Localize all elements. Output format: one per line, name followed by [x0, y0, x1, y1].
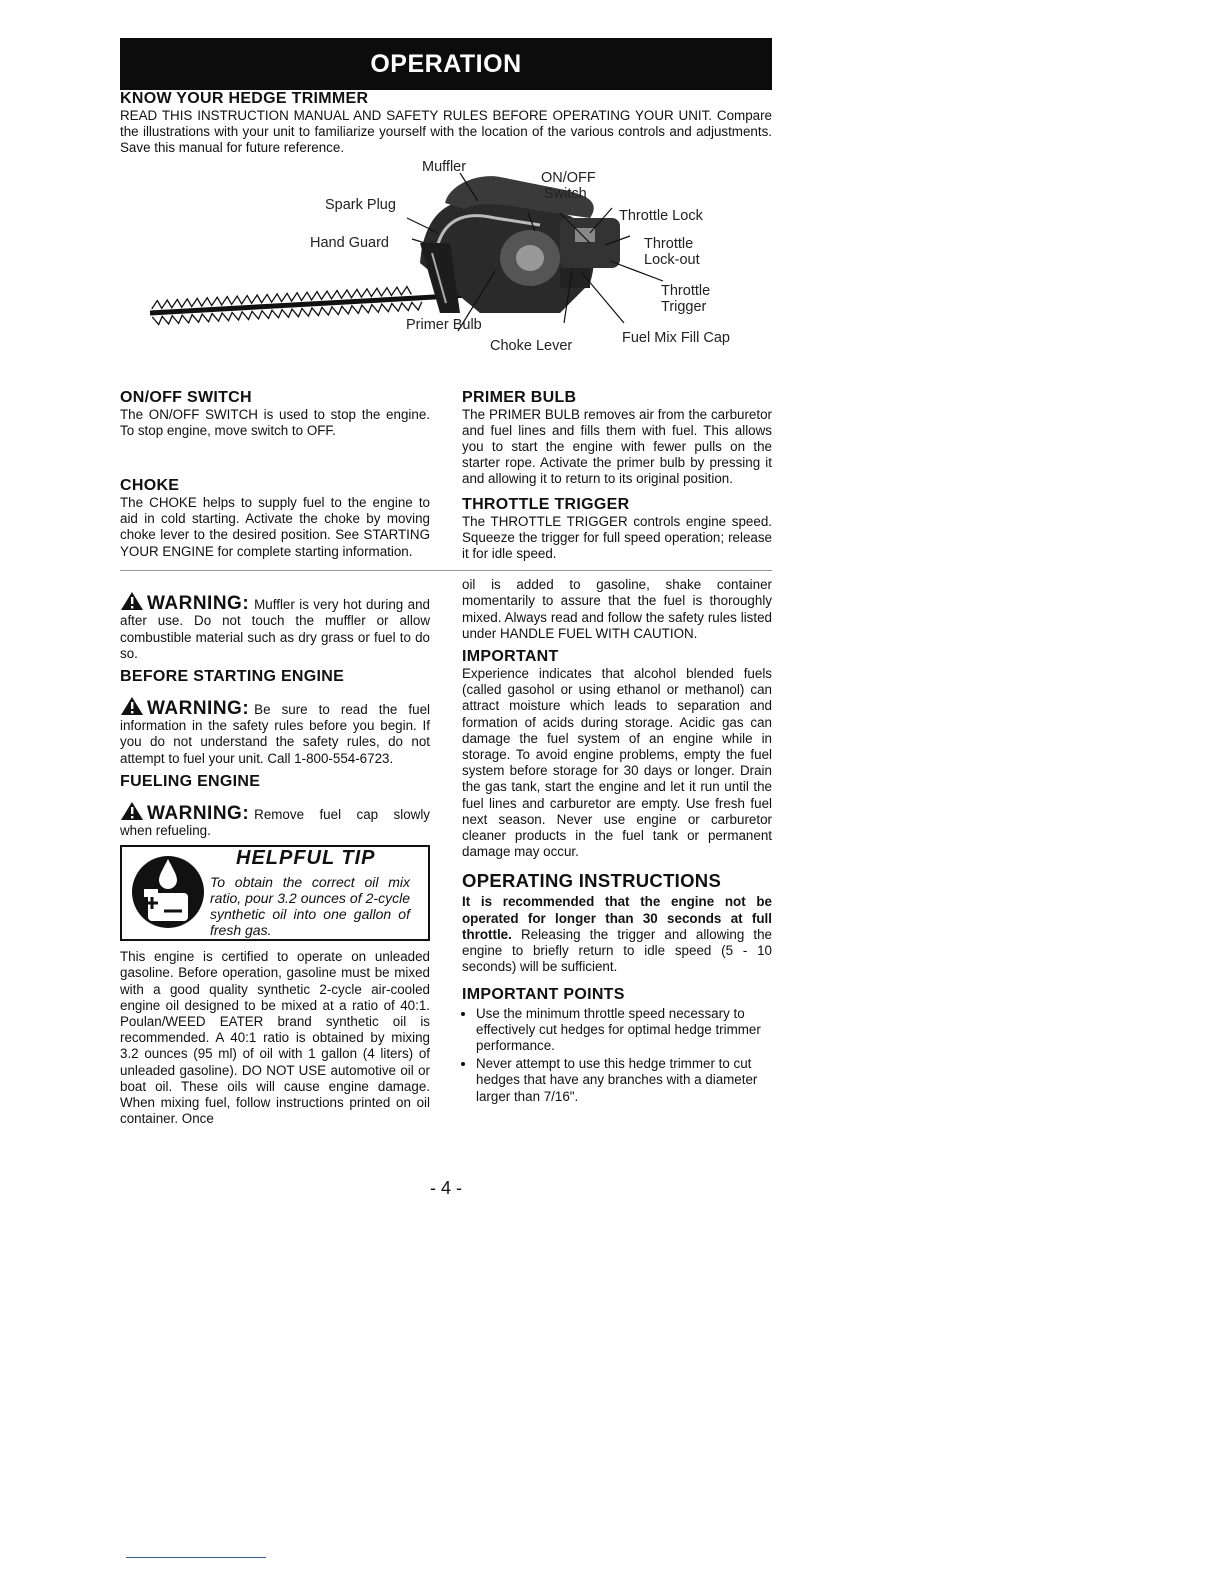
label-hand-guard: Hand Guard — [310, 234, 389, 251]
label-throttle-lock: Throttle Lock — [619, 207, 703, 224]
oil-can-icon — [130, 853, 206, 931]
label-muffler: Muffler — [422, 158, 467, 175]
label-choke-lever: Choke Lever — [490, 337, 573, 354]
warning-muffler — [120, 591, 430, 662]
section-banner — [120, 38, 772, 90]
section-divider — [120, 570, 772, 571]
warning-fuel-cap — [120, 801, 430, 839]
right-column — [462, 389, 772, 563]
choke-heading: CHOKE — [120, 477, 180, 495]
fuel-paragraph-cont: oil is added to gasoline, shake container momentarily to assure that the fuel is thoroughly mixed. Always read and follow the safety rules listed under HANDLE FUEL WITH CAUTION. — [462, 577, 772, 641]
hedge-trimmer-diagram — [120, 158, 772, 383]
important-heading: IMPORTANT — [462, 648, 559, 666]
warning-text: Be sure to read the fuel information in the safety rules before you begin. If you do not understand the safety rules, do not attempt to fuel your unit. Call 1-800-554-6723. — [120, 702, 430, 766]
fuel-columns — [120, 577, 772, 1127]
label-spark-plug: Spark Plug — [325, 196, 396, 213]
points-heading: IMPORTANT POINTS — [462, 985, 625, 1003]
tip-title: HELPFUL TIP — [236, 847, 376, 870]
points-list — [462, 1006, 772, 1105]
label-throttle-trigger-1: Throttle — [661, 282, 711, 299]
banner-title: OPERATION — [370, 49, 522, 78]
warning-icon — [120, 801, 144, 821]
engine-body — [420, 176, 620, 313]
onoff-heading: ON/OFF SWITCH — [120, 388, 252, 406]
page-number: - 4 - — [429, 1178, 462, 1198]
operating-rest: Releasing the trigger and allowing the engine to briefly return to idle speed (5 - 10 seconds) will be sufficient. — [462, 926, 772, 975]
warning-label: WARNING: — [147, 698, 250, 720]
fuel-paragraph: This engine is certified to operate on unleaded gasoline. Before operation, gasoline must be mixed with a good quality synthetic 2-cycle air-cooled engine oil designed to be mixed at a ratio of 40:1. Poulan/WEED EATER brand synthetic oil is recommended. A 40:1 ratio is obtained by mixing 3.2 ounces (95 ml) of oil with 1 gallon (4 liters) of unleaded gasoline). DO NOT USE automotive oil or boat oil. These oils will cause engine damage. When mixing fuel, follow instructions printed on oil container. Once — [120, 949, 430, 1127]
label-throttle: Throttle — [644, 235, 694, 252]
onoff-text: The ON/OFF SWITCH is used to stop the engine. To stop engine, move switch to OFF. — [120, 406, 430, 438]
throttle-text: The THROTTLE TRIGGER controls engine speed. Squeeze the trigger for full speed operation; release it for idle speed. — [462, 513, 772, 562]
primer-heading: PRIMER BULB — [462, 388, 577, 406]
hedge-trimmer-illustration — [120, 163, 772, 383]
know-text: READ THIS INSTRUCTION MANUAL AND SAFETY RULES BEFORE OPERATING YOUR UNIT. Compare the illustrations with your unit to familiarize yourself with the location of the various controls and adjustments. Save this manual for future reference. — [120, 108, 772, 156]
label-onoff: ON/OFF — [541, 169, 596, 186]
warning-text: Remove fuel cap slowly when refueling. — [120, 806, 430, 839]
left-column — [120, 389, 430, 563]
before-heading: BEFORE STARTING ENGINE — [120, 668, 345, 686]
label-throttle-trigger-2: Trigger — [661, 298, 707, 315]
warning-icon — [120, 696, 144, 716]
primer-text: The PRIMER BULB removes air from the carburetor and fuel lines and fills them with fuel. This allows you to start the engine with fewer pulls on the starter rope. Activate the primer bulb by pressing it and allowing it to return to its original position. — [462, 406, 772, 487]
choke-text: The CHOKE helps to supply fuel to the engine to aid in cold starting. Activate the choke by moving choke lever to the desired position. See STARTING YOUR ENGINE for complete starting information. — [120, 495, 430, 559]
warning-text: Muffler is very hot during and after use. Do not touch the muffler or allow combustible material such as dry grass or fuel to do so. — [120, 597, 430, 661]
manual-page — [120, 38, 772, 1198]
warning-label: WARNING: — [147, 802, 250, 824]
list-item: • Never attempt to use this hedge trimmer to cut hedges that have any branches with a diameter larger than 7/16". — [476, 1056, 772, 1105]
controls-columns — [120, 389, 772, 563]
warning-label: WARNING: — [147, 593, 250, 615]
tip-text: To obtain the correct oil mix ratio, pour 3.2 ounces of 2-cycle synthetic oil into one gallon of fresh gas. — [210, 874, 410, 939]
important-text: Experience indicates that alcohol blended fuels (called gasohol or using ethanol or methanol) can attract moisture which leads to separation and formation of acids during storage. Acidic gas can damage the fuel system of an engine while in storage. To avoid engine problems, empty the fuel system before storage for 30 days or longer. Drain the gas tank, start the engine and let it run until the fuel lines and carburetor are empty. Use fresh fuel next season. Never use engine or carburetor cleaner products in the fuel tank or permanent damage may occur. — [462, 666, 772, 860]
label-lockout: Lock-out — [644, 251, 700, 268]
label-switch: Switch — [544, 185, 587, 202]
throttle-heading: THROTTLE TRIGGER — [462, 495, 630, 513]
footer-line — [126, 1557, 266, 1558]
label-primer-bulb: Primer Bulb — [406, 316, 482, 333]
fueling-heading: FUELING ENGINE — [120, 772, 261, 790]
fuel-right-column — [462, 577, 772, 1127]
label-fuel-mix: Fuel Mix Fill Cap — [622, 329, 730, 346]
operating-text — [462, 894, 772, 975]
warning-icon — [120, 591, 144, 611]
know-heading: KNOW YOUR HEDGE TRIMMER — [120, 90, 369, 107]
helpful-tip-box — [120, 845, 430, 941]
operating-bold: It is recommended that the engine not be operated for longer than 30 seconds at full throttle. — [462, 894, 772, 942]
warning-fuel-info — [120, 696, 430, 767]
operating-heading: OPERATING INSTRUCTIONS — [462, 870, 722, 892]
list-item: • Use the minimum throttle speed necessary to effectively cut hedges for optimal hedge trimmer performance. — [476, 1006, 772, 1055]
fuel-left-column — [120, 577, 430, 1127]
